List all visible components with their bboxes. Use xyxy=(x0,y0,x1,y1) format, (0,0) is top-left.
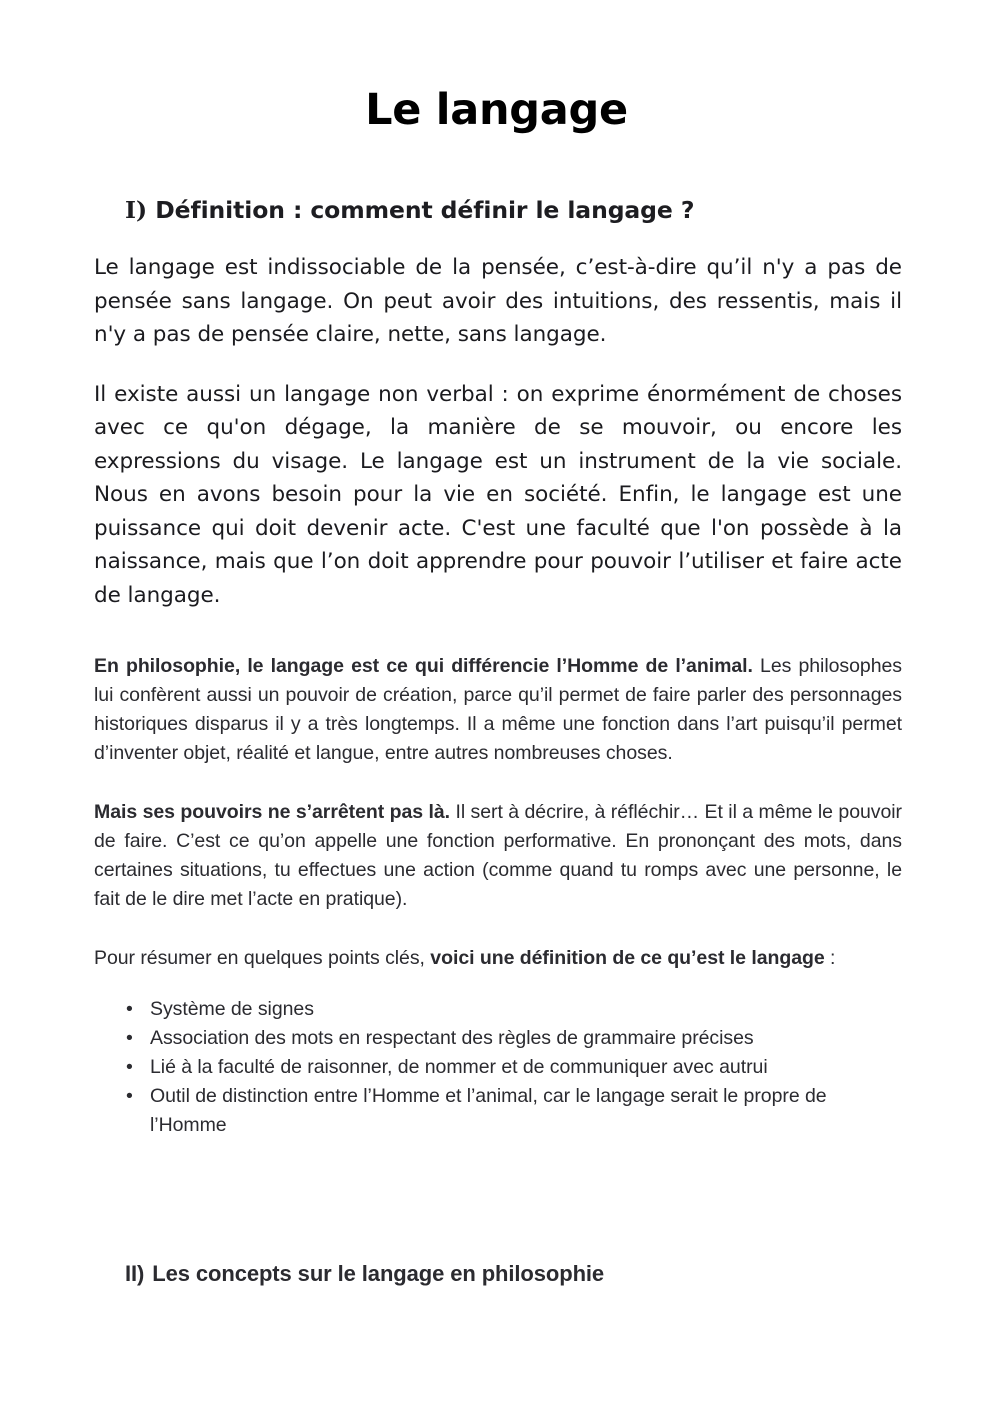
list-item-label: Lié à la faculté de raisonner, de nommer et de communiquer avec autrui xyxy=(150,1056,768,1079)
spacer xyxy=(94,352,902,378)
paragraph-philosophy-lead: En philosophie, le langage est ce qui différencie l’Homme de l’animal. xyxy=(94,655,753,678)
document-body xyxy=(94,196,902,1288)
list-item xyxy=(94,1053,902,1082)
list-item xyxy=(94,995,902,1024)
summary-intro-text: Pour résumer en quelques points clés, xyxy=(94,947,431,970)
spacer xyxy=(94,768,902,798)
paragraph-summary-intro xyxy=(94,944,902,973)
summary-intro-colon: : xyxy=(824,947,836,970)
summary-intro-bold: voici une définition de ce qu’est le langage xyxy=(430,947,825,970)
paragraph-performative xyxy=(94,798,902,914)
list-item xyxy=(94,1082,902,1140)
section-heading-1 xyxy=(125,196,902,225)
section-heading-label-1: Définition : comment définir le langage ? xyxy=(155,196,695,224)
section-numeral-2: II) xyxy=(125,1261,145,1287)
paragraph-definition-intro: Le langage est indissociable de la pensée, c’est-à-dire qu’il n'y a pas de pensée sans langage. On peut avoir des intuitions, des ressentis, mais il n'y a pas de pensée claire, nette, sans langage. xyxy=(94,255,902,348)
page-title: Le langage xyxy=(365,85,628,135)
list-item xyxy=(94,1024,902,1053)
section-numeral-1: I) xyxy=(125,196,148,224)
list-item-label: Association des mots en respectant des règles de grammaire précises xyxy=(150,1027,754,1050)
paragraph-philosophy xyxy=(94,652,902,768)
spacer xyxy=(94,612,902,652)
paragraph-performative-rest: Il sert à décrire, à réfléchir… Et il a même le pouvoir de faire. C’est ce qu’on appelle une fonction performative. En prononçant des mots, dans certaines situations, tu effectues une action (comme quand tu romps avec une personne, le fait de le dire met l’acte en pratique). xyxy=(94,801,903,911)
paragraph-performative-lead: Mais ses pouvoirs ne s’arrêtent pas là. xyxy=(94,801,451,824)
spacer xyxy=(94,914,902,944)
section-heading-label-2: Les concepts sur le langage en philosophie xyxy=(152,1261,605,1287)
spacer xyxy=(94,225,902,251)
list-item-label: Système de signes xyxy=(150,998,314,1021)
paragraph-philosophy-rest: Les philosophes lui confèrent aussi un pouvoir de création, parce qu’il permet de faire parler des personnages historiques disparus il y a très longtemps. Il a même une fonction dans l’art puisqu’il permet d’inventer objet, réalité et langue, entre autres nombreuses choses. xyxy=(94,655,902,765)
spacer xyxy=(94,973,902,995)
spacer xyxy=(94,1140,902,1260)
section-heading-2 xyxy=(125,1260,902,1288)
keypoints-list xyxy=(94,995,902,1140)
paragraph-nonverbal-language: Il existe aussi un langage non verbal : on exprime énormément de choses avec ce qu'on dégage, la manière de se mouvoir, ou encore les expressions du visage. Le langage est un instrument de la vie sociale. Nous en avons besoin pour la vie en société. Enfin, le langage est une puissance qui doit devenir acte. C'est une faculté que l'on possède à la naissance, mais que l’on doit apprendre pour pouvoir l’utiliser et faire acte de langage. xyxy=(94,381,902,608)
list-item-label: Outil de distinction entre l’Homme et l’animal, car le langage serait le propre de l’Homme xyxy=(150,1085,827,1137)
